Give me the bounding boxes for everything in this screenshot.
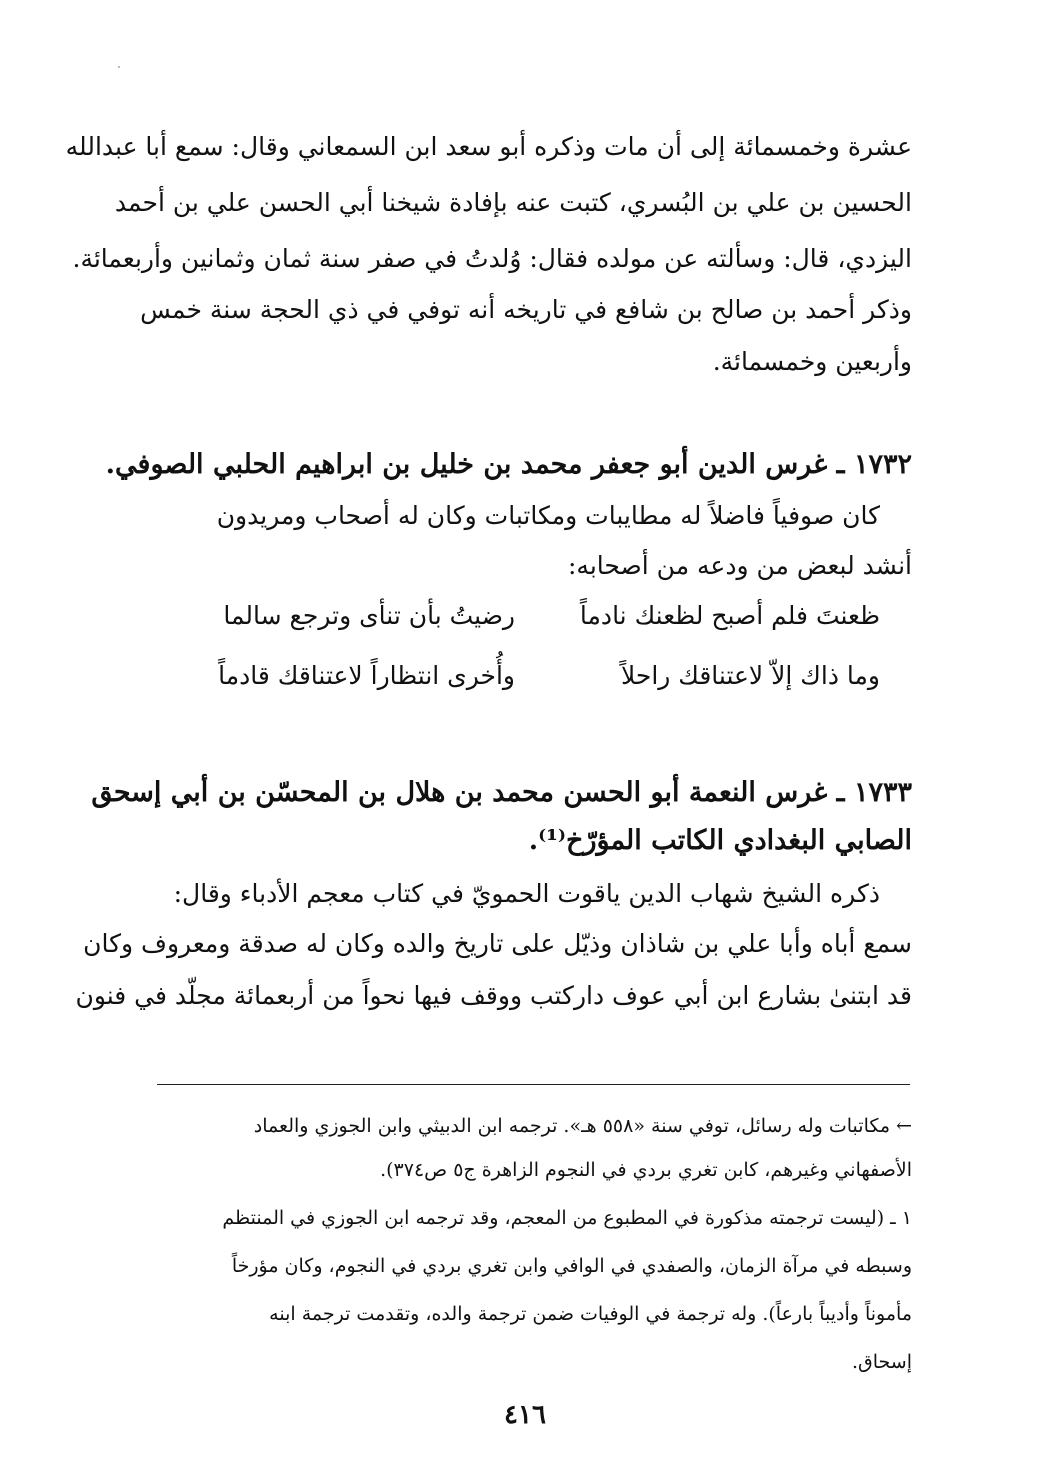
poem-hemistich-left: رضيتُ بأن تنأى وترجع سالما — [223, 601, 515, 630]
page-number: ٤١٦ — [504, 1400, 546, 1430]
scan-speck — [118, 66, 120, 68]
body-line: ذكره الشيخ شهاب الدين ياقوت الحمويّ في كتاب معجم الأدباء وقال: — [173, 879, 880, 908]
footnote-separator — [157, 1084, 910, 1085]
body-line: اليزدي، قال: وسألته عن مولده فقال: وُلدتُ في صفر سنة ثمان وثمانين وأربعمائة. — [72, 244, 912, 273]
body-line: وذكر أحمد بن صالح بن شافع في تاريخه أنه توفي في ذي الحجة سنة خمس — [140, 295, 912, 324]
body-line: عشرة وخمسمائة إلى أن مات وذكره أبو سعد ابن السمعاني وقال: سمع أبا عبدالله — [65, 132, 912, 161]
poem-hemistich-right: وما ذاك إلاّ لاعتناقك راحلاً — [620, 661, 880, 690]
footnote-line: وسبطه في مرآة الزمان، والصفدي في الوافي وابن تغري بردي في النجوم، وكان مؤرخاً — [231, 1255, 912, 1277]
body-line: أنشد لبعض من ودعه من أصحابه: — [568, 551, 912, 580]
poem-hemistich-right: ظعنتَ فلم أصبح لظعنك نادماً — [579, 601, 880, 630]
footnote-line: مأموناً وأديباً بارعاً). وله ترجمة في الوفيات ضمن ترجمة والده، وتقدمت ترجمة ابنه — [269, 1303, 912, 1325]
body-line: كان صوفياً فاضلاً له مطايبات ومكاتبات وكان له أصحاب ومريدون — [216, 501, 880, 530]
entry-heading-1732: ١٧٣٢ ـ غرس الدين أبو جعفر محمد بن خليل بن ابراهيم الحلبي الصوفي. — [105, 449, 912, 480]
body-line: قد ابتنىٰ بشارع ابن أبي عوف داركتب ووقف فيها نحواً من أربعمائة مجلّد في فنون — [75, 981, 912, 1010]
body-line: وأربعين وخمسمائة. — [712, 347, 912, 376]
footnote-line: الأصفهاني وغيرهم، كابن تغري بردي في النجوم الزاهرة ج٥ ص٣٧٤). — [380, 1159, 912, 1181]
body-line: الحسين بن علي بن البُسري، كتبت عنه بإفادة شيخنا أبي الحسن علي بن أحمد — [114, 188, 912, 217]
footnote-line: ١ ـ (ليست ترجمته مذكورة في المطبوع من المعجم، وقد ترجمه ابن الجوزي في المنتظم — [222, 1207, 912, 1229]
body-line: سمع أباه وأبا علي بن شاذان وذيّل على تاريخ والده وكان له صدقة ومعروف وكان — [83, 929, 912, 958]
entry-heading-1733-cont: الصابي البغدادي الكاتب المؤرّخ⁽¹⁾. — [528, 825, 912, 856]
footnote-line: إسحاق. — [851, 1351, 912, 1373]
footnote-line: ← مكاتبات وله رسائل، توفي سنة «٥٥٨ هـ». ترجمه ابن الدبيثي وابن الجوزي والعماد — [253, 1115, 912, 1137]
poem-hemistich-left: وأُخرى انتظاراً لاعتناقك قادماً — [218, 661, 515, 690]
entry-heading-1733: ١٧٣٣ ـ غرس النعمة أبو الحسن محمد بن هلال بن المحسّن بن أبي إسحق — [91, 777, 912, 808]
